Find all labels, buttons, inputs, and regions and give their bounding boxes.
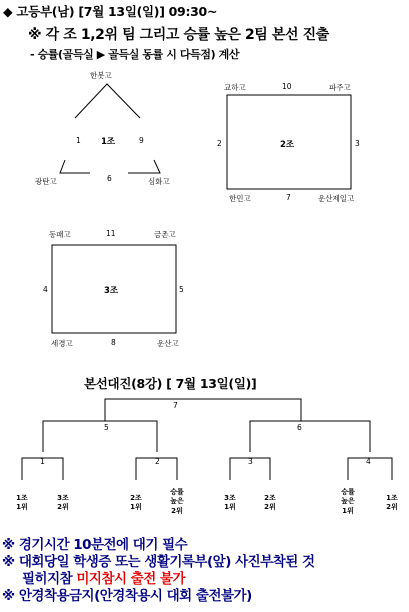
group3-match-top: 11 [106,229,116,238]
group1-match-bottom: 6 [107,174,112,183]
division-label: 고등부(남) [16,4,75,19]
note-2: ※ 대회당일 학생증 또는 생활기록부(앞) 사진부착된 것 [2,554,315,570]
group1-match-right: 9 [139,136,144,145]
group2-match-left: 2 [217,139,222,148]
bracket-semi-number: 6 [297,423,302,432]
group2-team-br: 운산제일고 [318,194,355,203]
group3-team-bl: 세경고 [51,339,73,348]
bracket-slot: 3조 1위 [224,494,236,512]
group2-team-bl: 한민고 [229,194,251,203]
group3-team-tr: 금촌고 [154,230,176,239]
bracket-slot: 2조 2위 [264,494,276,512]
note-3: 필히지참 미지참시 출전 불가 [22,571,186,587]
group3-match-right: 5 [179,285,184,294]
group2-match-top: 10 [282,82,292,91]
diamond-icon: ◆ [3,4,13,19]
bracket-slot: 2조 1위 [130,494,142,512]
bracket-slot: 승률 높은 1위 [341,488,355,515]
note-4: ※ 안경착용금지(안경착용시 대회 출전불가) [2,588,252,604]
date-time: [7월 13일(일)] 09:30~ [78,4,218,19]
group3-label: 3조 [104,286,119,296]
group1-label: 1조 [101,137,116,147]
group3-team-br: 운산고 [157,339,179,348]
group3-team-tl: 동패고 [49,230,71,239]
group2-match-bottom: 7 [286,193,291,202]
bracket-slot: 1조 1위 [16,494,28,512]
bracket-slot: 3조 2위 [57,494,69,512]
group1-team-top: 한봇고 [90,71,112,80]
bracket-final-number: 7 [173,401,178,410]
group3-match-left: 4 [43,285,48,294]
bracket-slot: 1조 2위 [386,494,398,512]
note-1: ※ 경기시간 10분전에 대기 필수 [2,537,188,553]
rule-line-1: ※ 각 조 1,2위 팀 그리고 승률 높은 2팀 본선 진출 [28,27,329,43]
group2-label: 2조 [280,140,295,150]
group1-team-left: 광탄고 [35,177,57,186]
bracket-quarter-number: 4 [366,457,371,466]
group1-team-right: 심화고 [148,177,170,186]
group2-team-tl: 교하고 [224,83,246,92]
bracket-title: 본선대진(8강) [ 7월 13일(일)] [84,376,257,391]
group3-match-bottom: 8 [111,338,116,347]
group2-match-right: 3 [355,139,360,148]
bracket-quarter-number: 2 [155,457,160,466]
group2-team-tr: 파주고 [329,83,351,92]
group1-match-left: 1 [76,136,81,145]
bracket-slot: 승률 높은 2위 [170,488,184,515]
warning-text: 미지참시 출전 불가 [76,571,186,587]
bracket-semi-number: 5 [104,423,109,432]
bracket-quarter-number: 1 [40,457,45,466]
bracket-quarter-number: 3 [248,457,253,466]
rule-line-2: - 승률(골득실 ▶ 골득실 동률 시 다득점) 계산 [30,48,240,61]
